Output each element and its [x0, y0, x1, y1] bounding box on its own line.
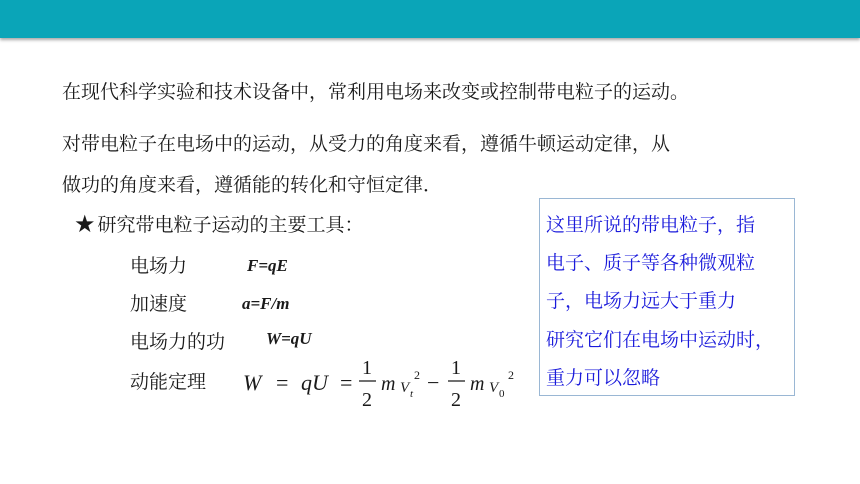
eq-sup-2: 2: [508, 368, 514, 382]
tool-label-kinetic-energy-theorem: 动能定理: [130, 371, 207, 393]
tool-label-work: 电场力的功: [130, 331, 226, 353]
eq-minus: −: [427, 370, 440, 395]
eq-sub-t: t: [410, 388, 414, 400]
note-line-2: 电子、质子等各种微观粒: [546, 252, 756, 274]
eq-qU: qU: [301, 370, 328, 395]
eq-sub-0: 0: [499, 388, 505, 400]
formula-work: W=qU: [266, 329, 312, 348]
eq-denominator-1: 2: [362, 389, 372, 411]
star-icon: ★: [74, 209, 96, 238]
eq-equals-1: =: [276, 370, 289, 395]
paragraph-line-2: 做功的角度来看，遵循能的转化和守恒定律．: [62, 174, 443, 196]
eq-denominator-2: 2: [451, 389, 461, 411]
formula-acceleration: a=F/m: [242, 294, 290, 313]
eq-sup-1: 2: [414, 368, 420, 382]
eq-V-2: V: [489, 380, 499, 396]
eq-numerator-1: 1: [362, 357, 372, 379]
paragraph-line-1: 对带电粒子在电场中的运动，从受力的角度来看，遵循牛顿运动定律，从: [62, 133, 671, 155]
note-line-3: 子，电场力远大于重力: [546, 290, 737, 312]
note-line-5: 重力可以忽略: [546, 367, 661, 389]
tool-label-electric-force: 电场力: [130, 255, 188, 277]
note-line-4: 研究它们在电场中运动时，: [546, 329, 775, 351]
header-bar: [0, 0, 860, 38]
tool-label-acceleration: 加速度: [130, 293, 188, 315]
kinetic-energy-equation: [238, 352, 528, 414]
eq-m-2: m: [470, 373, 485, 395]
eq-m-1: m: [381, 373, 396, 395]
eq-W: W: [243, 370, 262, 395]
tools-heading-text: 研究带电粒子运动的主要工具：: [97, 214, 364, 236]
tools-heading: [74, 210, 364, 237]
note-line-1: 这里所说的带电粒子，指: [546, 214, 756, 236]
intro-text: 在现代科学实验和技术设备中，常利用电场来改变或控制带电粒子的运动。: [62, 81, 690, 103]
eq-numerator-2: 1: [451, 357, 461, 379]
eq-V-1: V: [400, 380, 410, 396]
note-box: [539, 198, 795, 396]
formula-electric-force: F=qE: [247, 256, 288, 275]
eq-equals-2: =: [340, 370, 353, 395]
